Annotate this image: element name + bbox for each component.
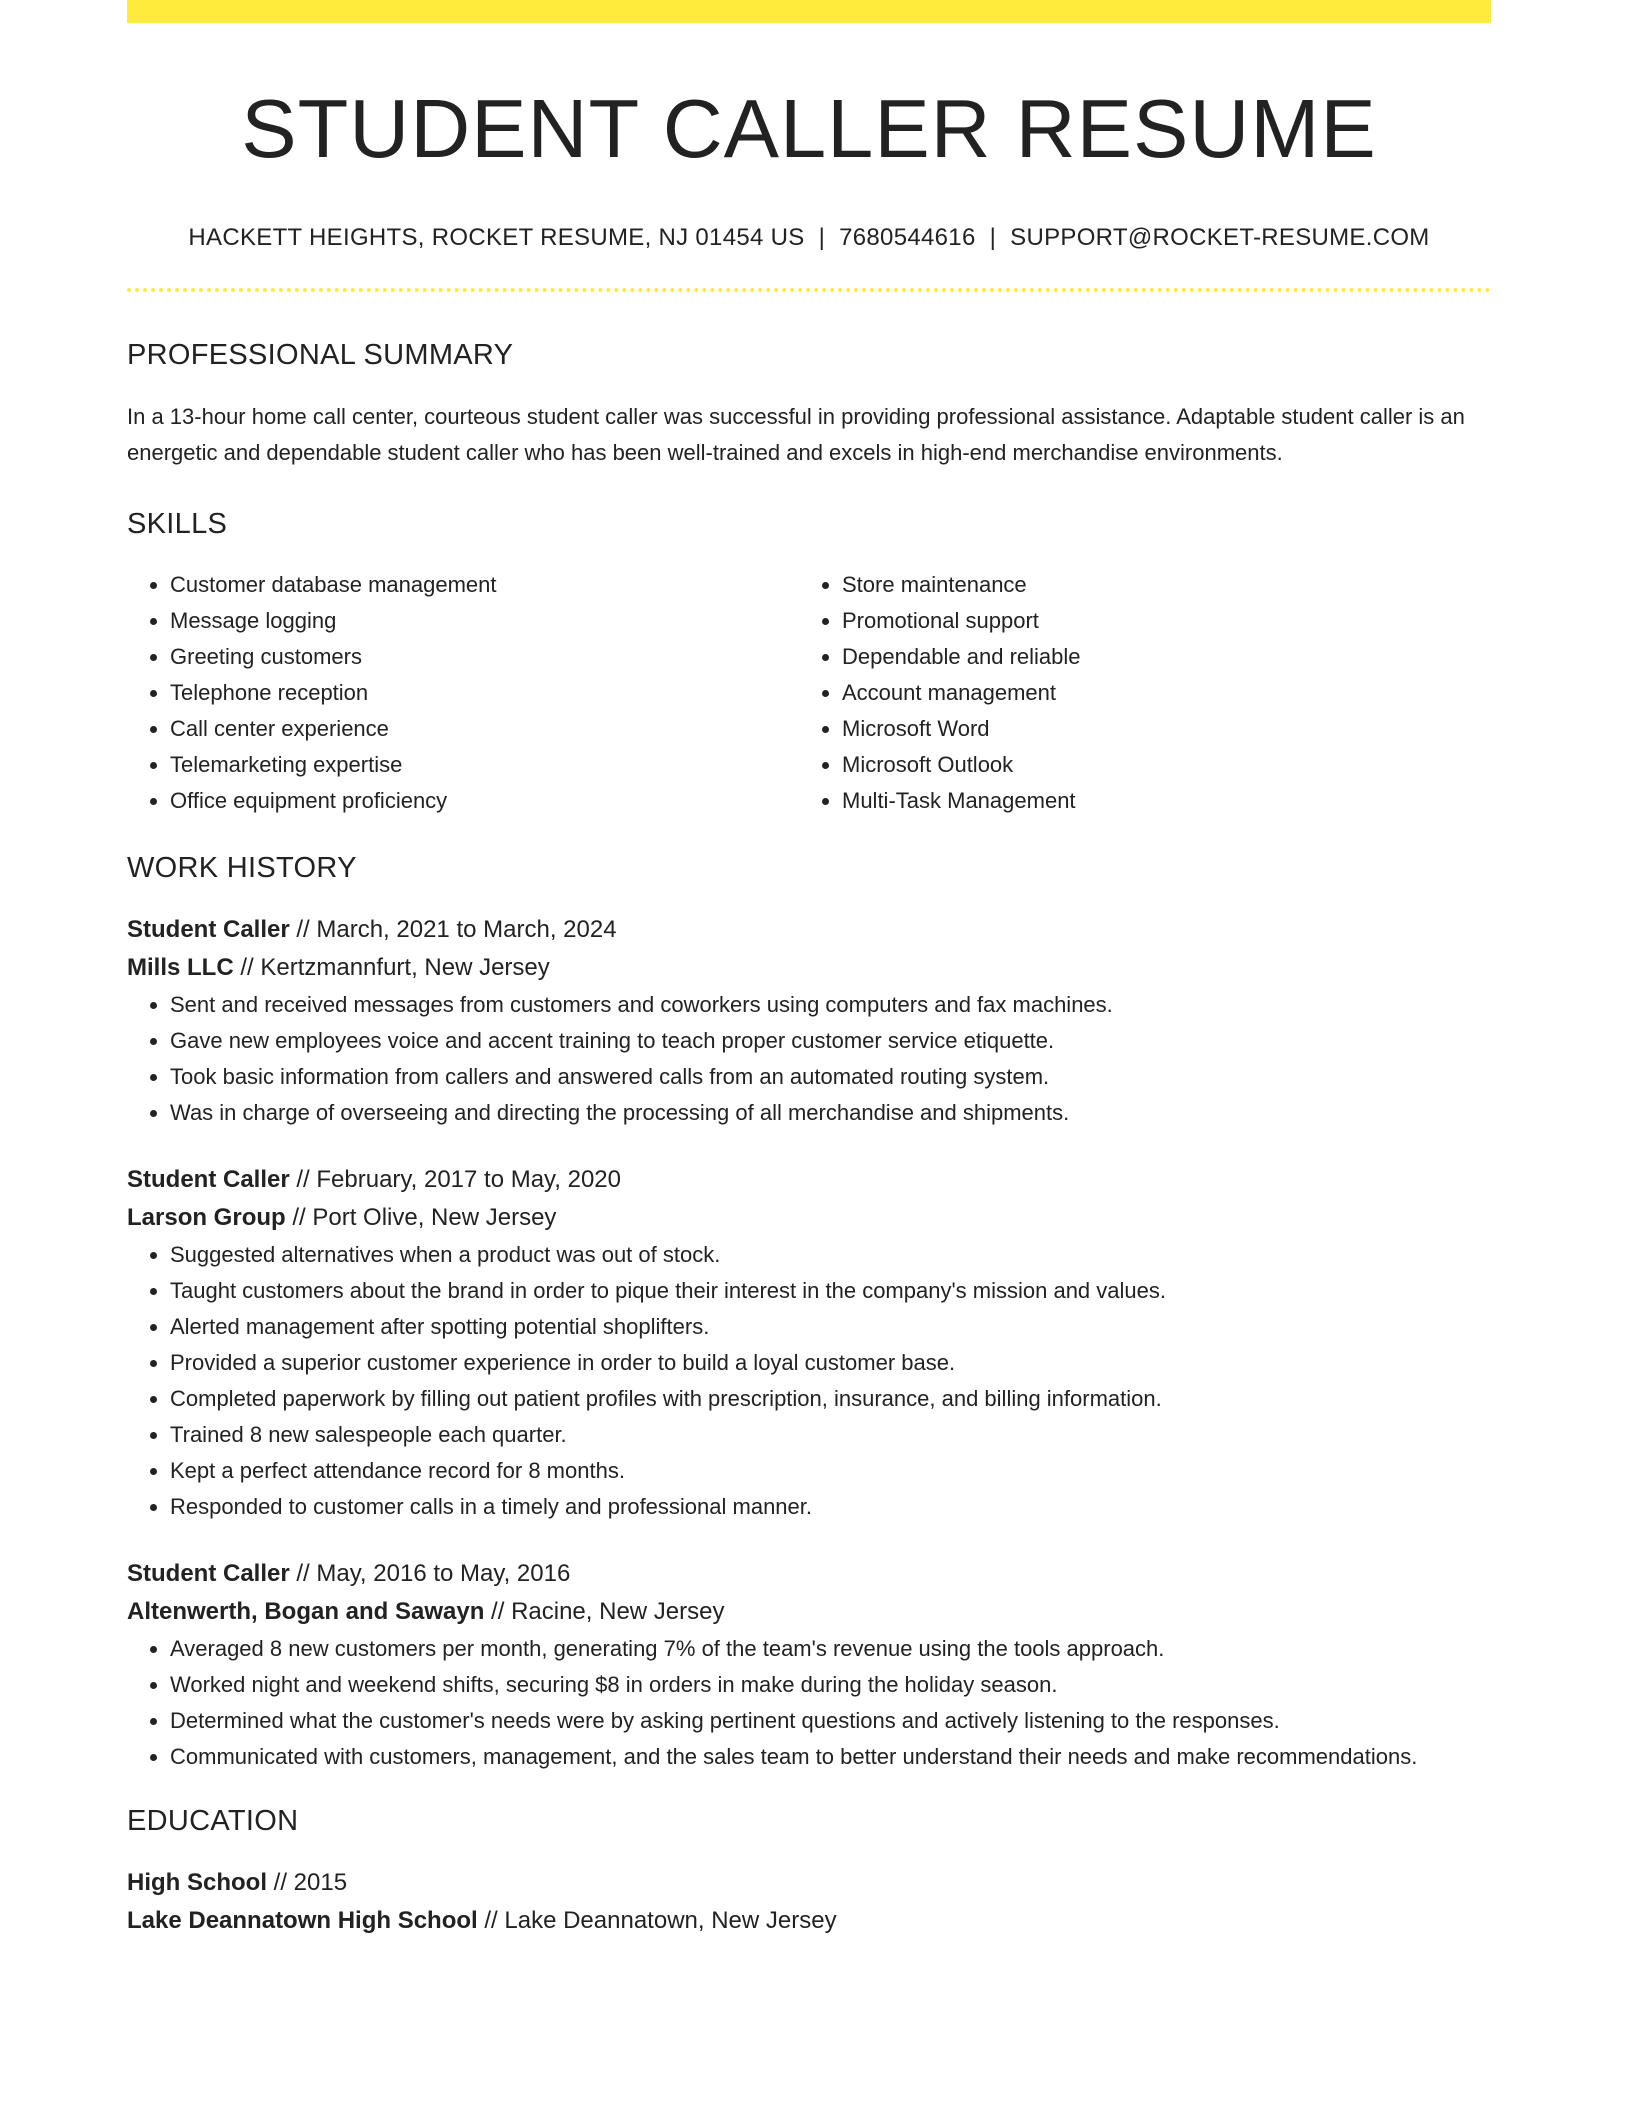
skills-list-left bbox=[127, 567, 799, 819]
job-bullet: • Sent and received messages from customers and coworkers using computers and fax machines. bbox=[170, 987, 1491, 1023]
job-bullet: • Completed paperwork by filling out patient profiles with prescription, insurance, and billing information. bbox=[170, 1381, 1491, 1417]
dotted-divider bbox=[127, 288, 1491, 292]
job-entry bbox=[127, 1161, 1491, 1525]
job-location: // Kertzmannfurt, New Jersey bbox=[233, 954, 550, 982]
job-title-line bbox=[127, 911, 1491, 949]
job-bullet: • Took basic information from callers and answered calls from an automated routing system. bbox=[170, 1059, 1491, 1095]
skills-heading: SKILLS bbox=[127, 508, 228, 541]
contact-line bbox=[127, 224, 1491, 252]
job-company: Mills LLC bbox=[127, 954, 234, 982]
skill-item: • Call center experience bbox=[170, 711, 799, 747]
job-bullet: • Alerted management after spotting potential shoplifters. bbox=[170, 1309, 1491, 1345]
resume-page bbox=[127, 0, 1491, 1940]
skills-grid bbox=[127, 567, 1491, 819]
job-bullet: • Gave new employees voice and accent training to teach proper customer service etiquette. bbox=[170, 1023, 1491, 1059]
skill-item: • Account management bbox=[842, 675, 1471, 711]
education-degree-line bbox=[127, 1864, 1491, 1902]
education-school-line bbox=[127, 1902, 1491, 1940]
education-degree: High School bbox=[127, 1869, 267, 1897]
job-bullets bbox=[127, 1631, 1491, 1775]
job-bullet: • Suggested alternatives when a product was out of stock. bbox=[170, 1237, 1491, 1273]
job-company-line bbox=[127, 949, 1491, 987]
contact-email: SUPPORT@ROCKET-RESUME.COM bbox=[1010, 224, 1430, 252]
summary-heading: PROFESSIONAL SUMMARY bbox=[127, 339, 514, 372]
page-title: STUDENT CALLER RESUME bbox=[241, 82, 1377, 175]
job-bullet: • Communicated with customers, management, and the sales team to better understand their needs and make recommendations. bbox=[170, 1739, 1491, 1775]
job-bullet: • Worked night and weekend shifts, securing $8 in orders in make during the holiday season. bbox=[170, 1667, 1491, 1703]
skill-item: • Promotional support bbox=[842, 603, 1471, 639]
skill-item: • Microsoft Outlook bbox=[842, 747, 1471, 783]
skill-item: • Store maintenance bbox=[842, 567, 1471, 603]
job-location: // Port Olive, New Jersey bbox=[285, 1204, 557, 1232]
skills-list-right bbox=[799, 567, 1471, 819]
skill-item: • Office equipment proficiency bbox=[170, 783, 799, 819]
skill-item: • Customer database management bbox=[170, 567, 799, 603]
job-bullet: • Kept a perfect attendance record for 8 months. bbox=[170, 1453, 1491, 1489]
contact-address: HACKETT HEIGHTS, ROCKET RESUME, NJ 01454 US bbox=[188, 224, 805, 252]
accent-top-bar bbox=[127, 0, 1491, 23]
summary-text: In a 13-hour home call center, courteous student caller was successful in providing professional assistance. Adaptable student caller is an energetic and dependable student caller who has been well-trained and excels in high-end merchandise environments. bbox=[127, 404, 1465, 466]
contact-phone: 7680544616 bbox=[839, 224, 976, 252]
education-location: // Lake Deannatown, New Jersey bbox=[477, 1907, 837, 1935]
skill-item: • Telephone reception bbox=[170, 675, 799, 711]
work-history-heading: WORK HISTORY bbox=[127, 852, 357, 885]
job-company: Larson Group bbox=[127, 1204, 286, 1232]
job-title: Student Caller bbox=[127, 1166, 290, 1194]
job-dates: // May, 2016 to May, 2016 bbox=[289, 1560, 571, 1588]
job-title: Student Caller bbox=[127, 1560, 290, 1588]
job-bullet: • Determined what the customer's needs were by asking pertinent questions and actively listening to the responses. bbox=[170, 1703, 1491, 1739]
education-school: Lake Deannatown High School bbox=[127, 1907, 478, 1935]
skill-item: • Message logging bbox=[170, 603, 799, 639]
job-entry bbox=[127, 1555, 1491, 1775]
skill-item: • Dependable and reliable bbox=[842, 639, 1471, 675]
job-bullet: • Averaged 8 new customers per month, generating 7% of the team's revenue using the tools approach. bbox=[170, 1631, 1491, 1667]
job-dates: // February, 2017 to May, 2020 bbox=[289, 1166, 621, 1194]
job-title-line bbox=[127, 1161, 1491, 1199]
job-bullets bbox=[127, 987, 1491, 1131]
contact-separator: | bbox=[989, 224, 997, 252]
job-bullets bbox=[127, 1237, 1491, 1525]
job-bullet: • Provided a superior customer experience in order to build a loyal customer base. bbox=[170, 1345, 1491, 1381]
education-year: // 2015 bbox=[267, 1869, 348, 1897]
job-bullet: • Taught customers about the brand in order to pique their interest in the company's mission and values. bbox=[170, 1273, 1491, 1309]
skill-item: • Multi-Task Management bbox=[842, 783, 1471, 819]
skill-item: • Greeting customers bbox=[170, 639, 799, 675]
job-bullet: • Responded to customer calls in a timely and professional manner. bbox=[170, 1489, 1491, 1525]
skill-item: • Telemarketing expertise bbox=[170, 747, 799, 783]
skill-item: • Microsoft Word bbox=[842, 711, 1471, 747]
contact-separator: | bbox=[818, 224, 826, 252]
job-dates: // March, 2021 to March, 2024 bbox=[289, 916, 617, 944]
job-bullet: • Trained 8 new salespeople each quarter. bbox=[170, 1417, 1491, 1453]
job-company-line bbox=[127, 1199, 1491, 1237]
job-bullet: • Was in charge of overseeing and directing the processing of all merchandise and shipments. bbox=[170, 1095, 1491, 1131]
job-title-line bbox=[127, 1555, 1491, 1593]
job-location: // Racine, New Jersey bbox=[484, 1598, 725, 1626]
job-entry bbox=[127, 911, 1491, 1131]
education-heading: EDUCATION bbox=[127, 1805, 299, 1838]
job-company: Altenwerth, Bogan and Sawayn bbox=[127, 1598, 485, 1626]
job-company-line bbox=[127, 1593, 1491, 1631]
job-title: Student Caller bbox=[127, 916, 290, 944]
